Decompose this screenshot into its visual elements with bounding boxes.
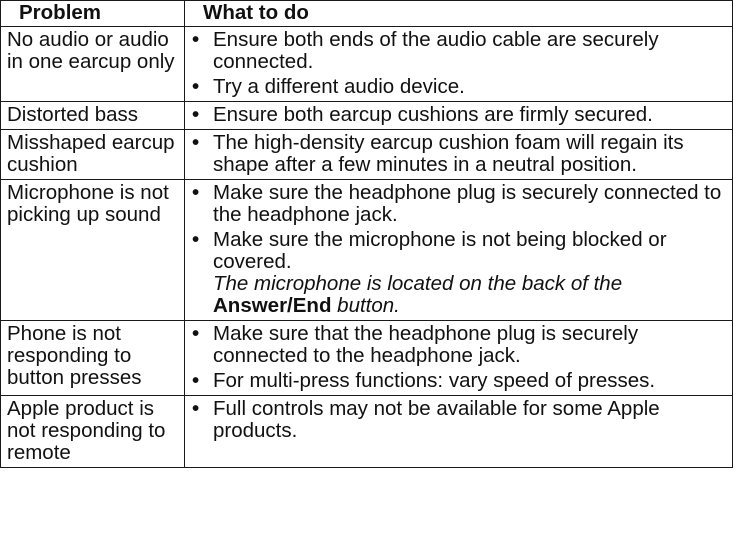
table-row [1, 130, 733, 180]
solution-item-text: Make sure the microphone is not being blocked or covered. [213, 228, 667, 273]
solution-item: • Ensure both ends of the audio cable are securely connected. [189, 29, 728, 73]
problem-cell: Phone is not responding to button presses [1, 321, 185, 396]
solution-cell [185, 321, 733, 396]
problem-cell: Distorted bass [1, 102, 185, 130]
solution-cell [185, 396, 733, 468]
solution-list [189, 104, 728, 126]
header-problem: Problem [1, 1, 185, 27]
note-text-after: button. [337, 294, 400, 317]
note-text-before: The microphone is located on the back of the [213, 272, 623, 295]
note-button-name: Answer/End [213, 294, 332, 317]
solution-item [189, 229, 728, 317]
solution-cell [185, 130, 733, 180]
microphone-location-note [213, 272, 622, 317]
solution-list [189, 132, 728, 176]
solution-item: • Make sure the headphone plug is securely connected to the headphone jack. [189, 182, 728, 226]
problem-cell: No audio or audio in one earcup only [1, 27, 185, 102]
solution-list [189, 29, 728, 98]
table-row [1, 180, 733, 321]
solution-item: • Ensure both earcup cushions are firmly secured. [189, 104, 728, 126]
solution-item: • Make sure that the headphone plug is securely connected to the headphone jack. [189, 323, 728, 367]
solution-list [189, 323, 728, 392]
solution-cell [185, 27, 733, 102]
table-row [1, 321, 733, 396]
solution-cell [185, 180, 733, 321]
solution-list [189, 398, 728, 442]
header-what-to-do: What to do [185, 1, 733, 27]
solution-item: • The high-density earcup cushion foam will regain its shape after a few minutes in a neutral position. [189, 132, 728, 176]
table-header-row [1, 1, 733, 27]
solution-item: • Full controls may not be available for some Apple products. [189, 398, 728, 442]
problem-cell: Apple product is not responding to remote [1, 396, 185, 468]
table-row [1, 27, 733, 102]
solution-list [189, 182, 728, 317]
problem-cell: Misshaped earcup cushion [1, 130, 185, 180]
solution-cell [185, 102, 733, 130]
problem-cell: Microphone is not picking up sound [1, 180, 185, 321]
solution-item: • Try a different audio device. [189, 76, 728, 98]
solution-item: • For multi-press functions: vary speed of presses. [189, 370, 728, 392]
table-row [1, 396, 733, 468]
table-row [1, 102, 733, 130]
